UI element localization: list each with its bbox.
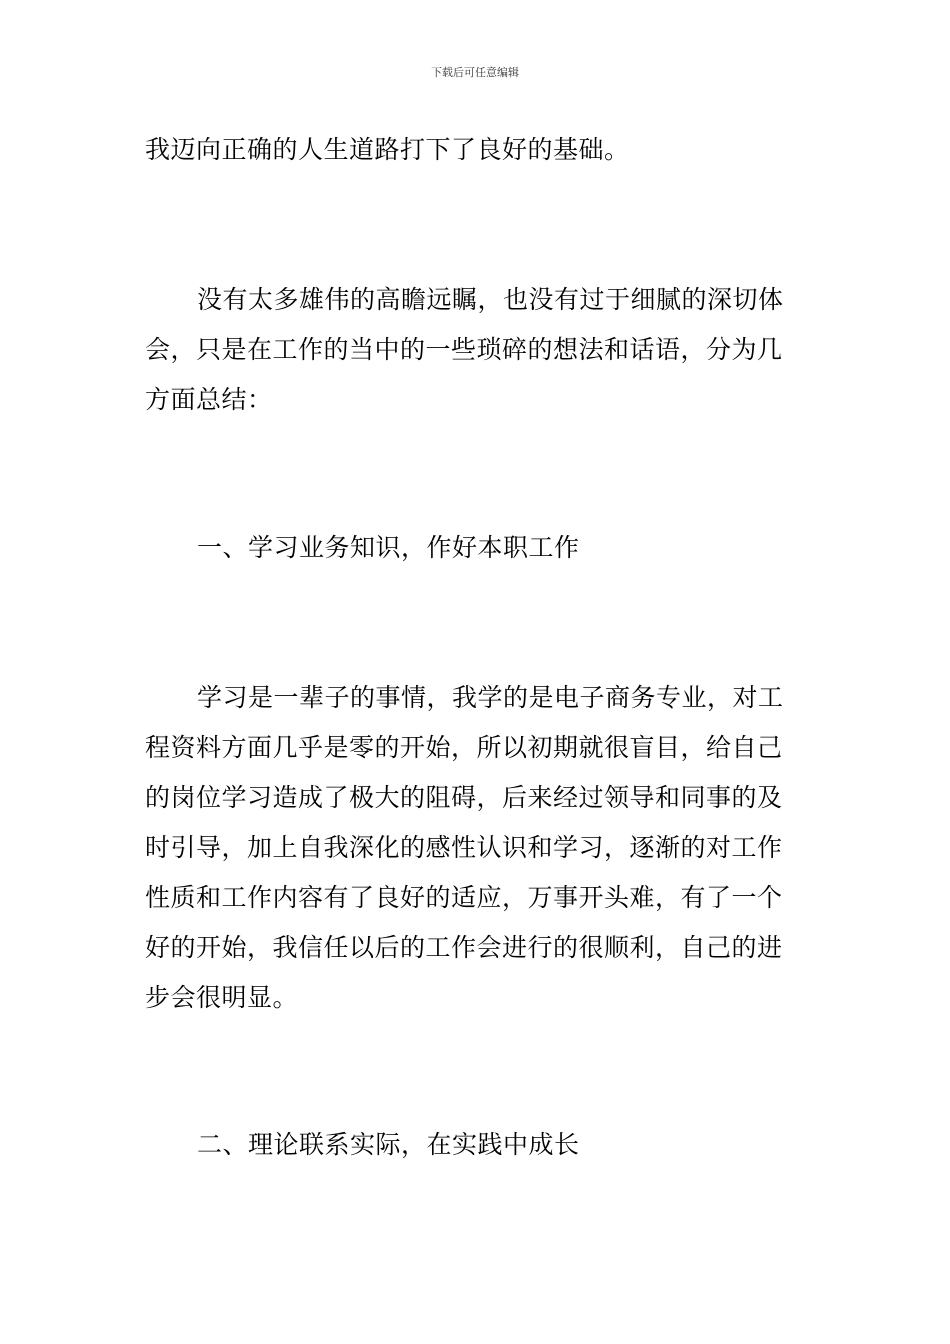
- continuation-paragraph: 我迈向正确的人生道路打下了良好的基础。: [145, 135, 630, 164]
- page-header: 下载后可任意编辑: [431, 66, 519, 79]
- intro-paragraph: 没有太多雄伟的高瞻远瞩，也没有过于细腻的深切体会，只是在工作的当中的一些琐碎的想法和话语，分为几方面总结：: [145, 285, 784, 414]
- section-heading-1: 一、学习业务知识，作好本职工作: [197, 533, 580, 562]
- section-heading-2: 二、理论联系实际，在实践中成长: [197, 1130, 580, 1159]
- section-1-paragraph: 学习是一辈子的事情，我学的是电子商务专业，对工程资料方面几乎是零的开始，所以初期就很盲目，给自己的岗位学习造成了极大的阻碍，后来经过领导和同事的及时引导，加上自我深化的感性认识和学习，逐渐的对工作性质和工作内容有了良好的适应，万事开头难，有了一个好的开始，我信任以后的工作会进行的很顺利，自己的进步会很明显。: [145, 683, 784, 1012]
